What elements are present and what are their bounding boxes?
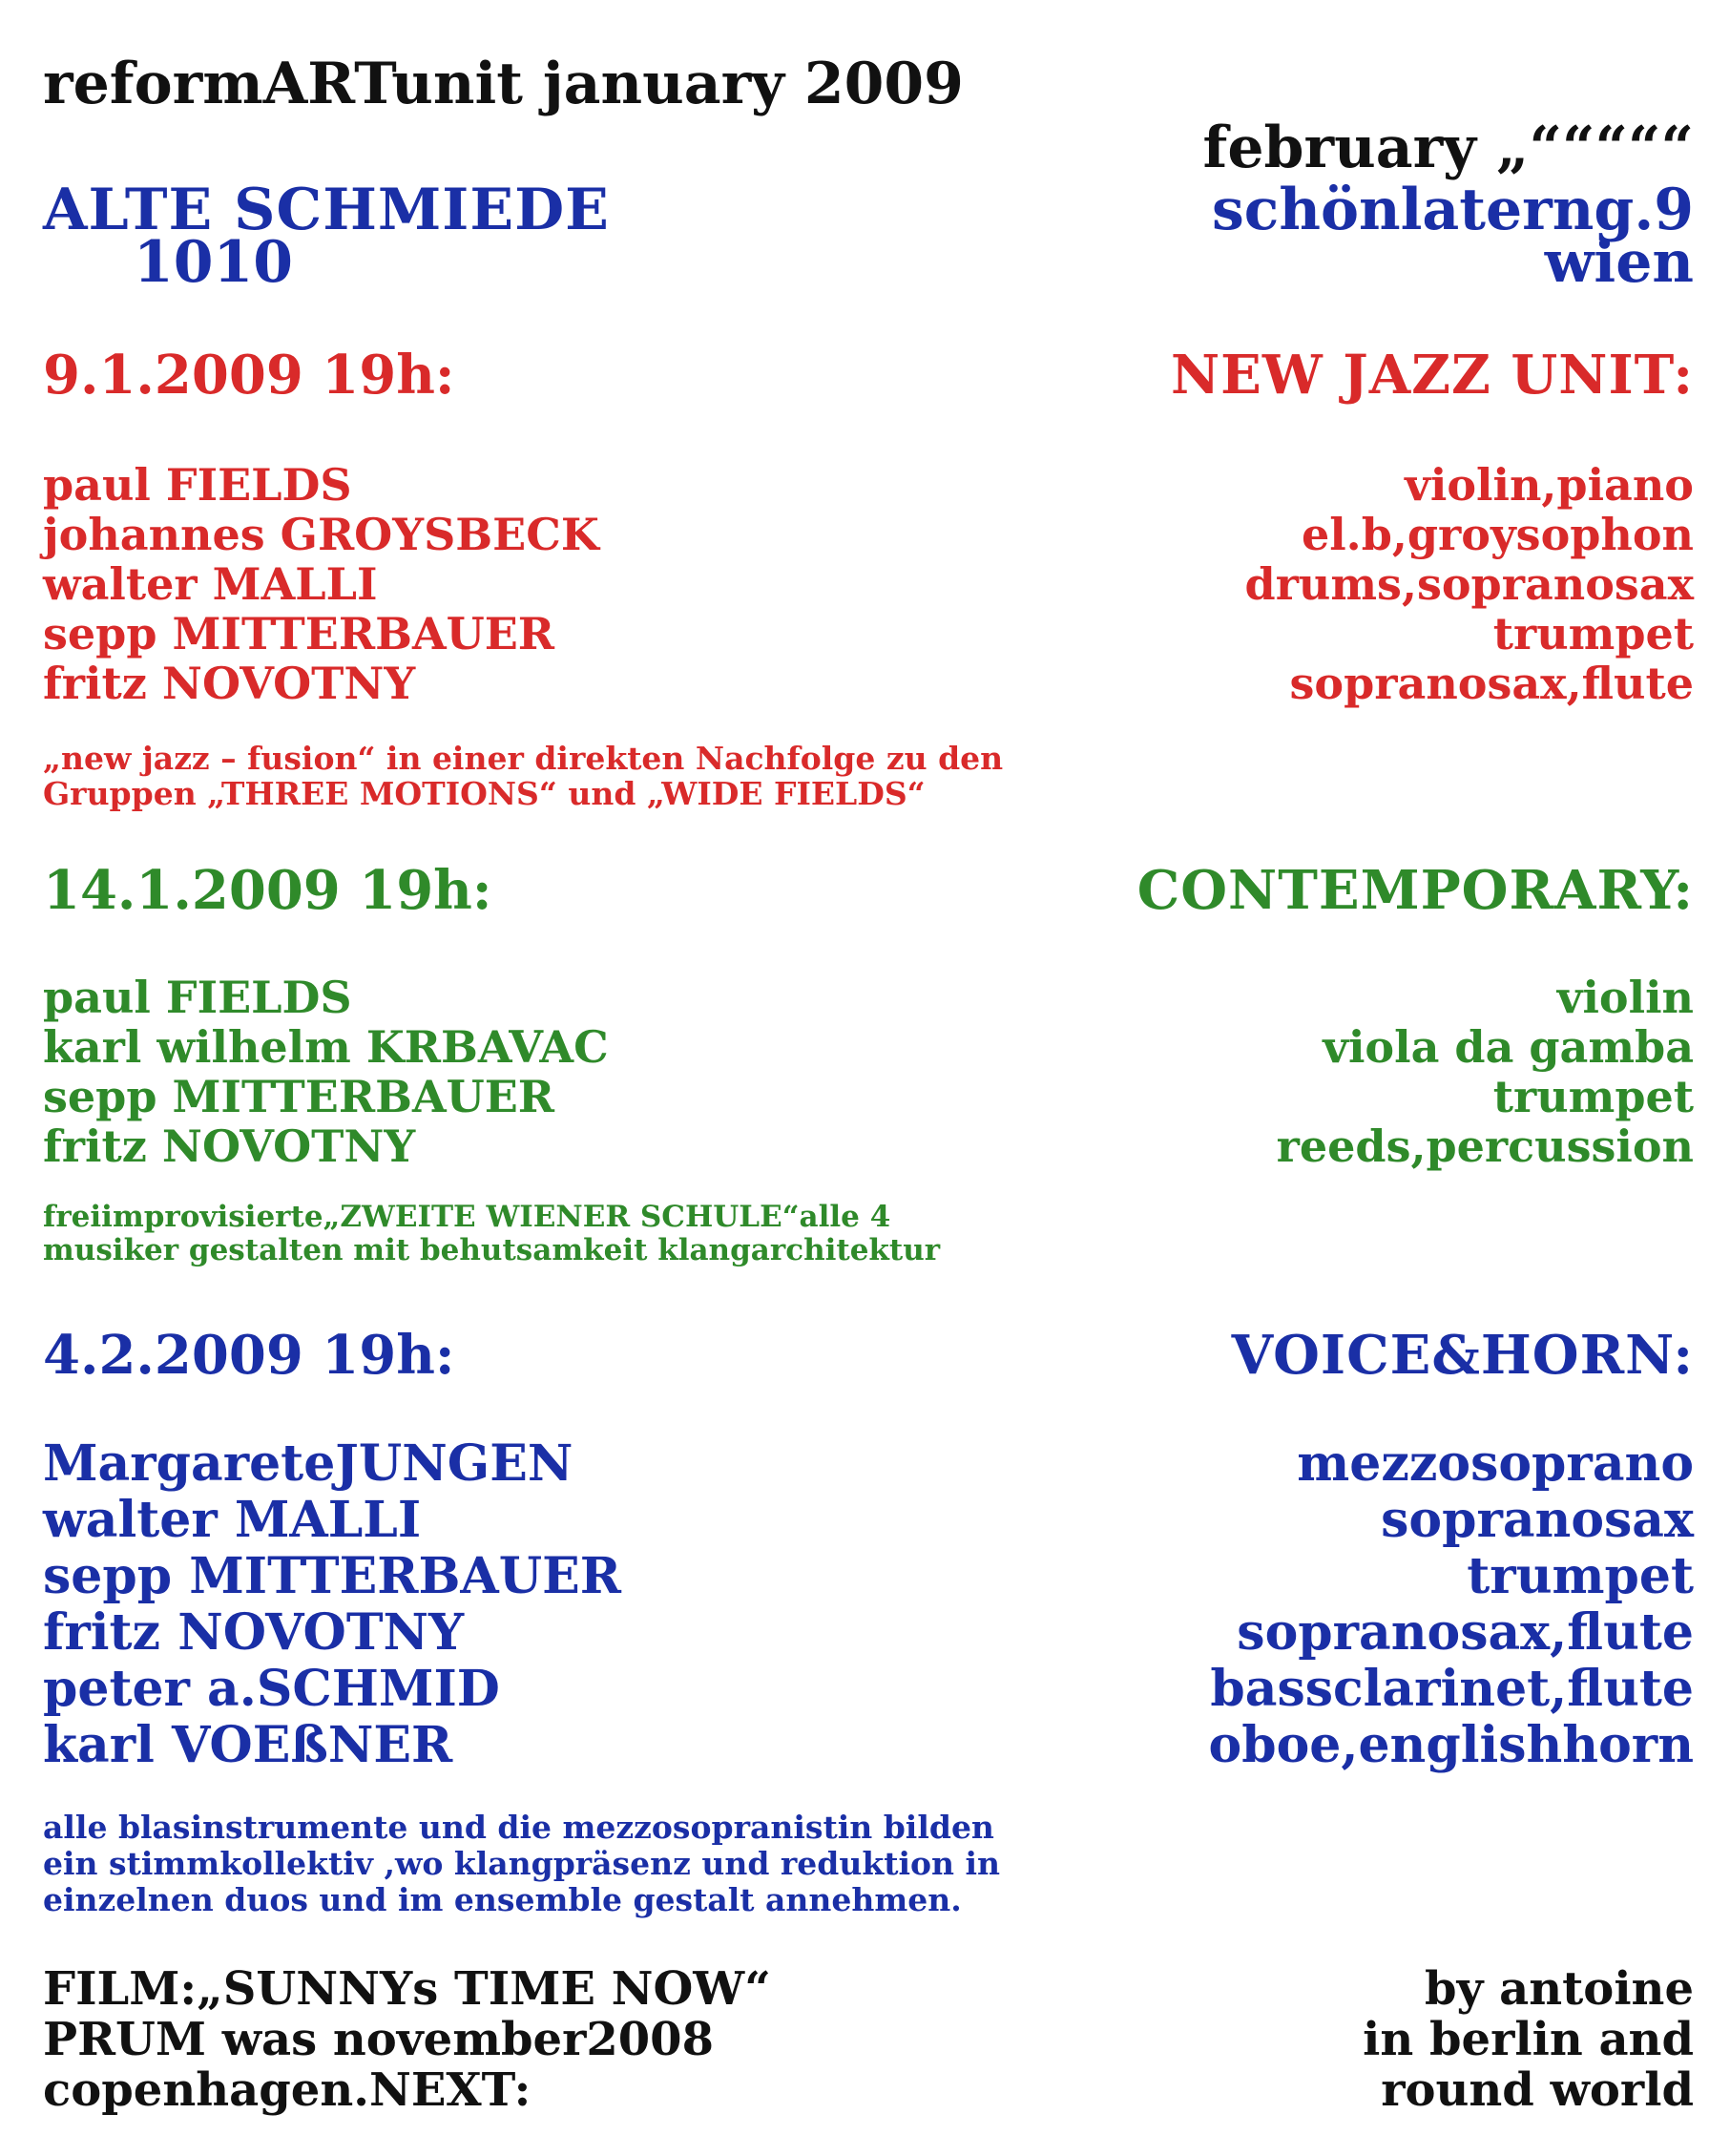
description-line: alle blasinstrumente und die mezzosopranistin bilden <box>43 1809 994 1846</box>
header-line-1 <box>43 51 1694 117</box>
event-3-member-2 <box>43 1491 1694 1549</box>
event-1-description-1 <box>43 740 1694 777</box>
member-first-name: Margarete <box>43 1434 336 1493</box>
event-2-date: 14.1.2009 19h: <box>43 859 492 922</box>
venue-street: schönlaterng.9 <box>1212 177 1694 243</box>
event-2-header <box>43 859 1694 922</box>
event-1-description-2 <box>43 775 1694 812</box>
member-last-name: KRBAVAC <box>365 1021 609 1073</box>
event-1-member-5 <box>43 658 1694 709</box>
header-line-2 <box>43 115 1694 181</box>
event-3-description-1 <box>43 1809 1694 1846</box>
description-line: „new jazz – fusion“ in einer direkten Nachfolge zu den <box>43 740 1004 777</box>
event-1-member-2 <box>43 509 1694 560</box>
footer-next: round world <box>1381 2063 1694 2117</box>
event-3-member-3 <box>43 1547 1694 1605</box>
footer-line-1 <box>43 1962 1694 2016</box>
header-subtitle: february „“““““ <box>1202 115 1694 181</box>
member-first-name: sepp <box>43 608 157 659</box>
member-first-name: fritz <box>43 1603 161 1662</box>
footer-location-1: in berlin and <box>1363 2013 1694 2066</box>
member-instrument: viola da gamba <box>1323 1021 1694 1073</box>
member-instrument: sopranosax <box>1381 1491 1694 1549</box>
description-line: musiker gestalten mit behutsamkeit klangarchitektur <box>43 1233 941 1267</box>
event-2-description-2 <box>43 1233 1694 1267</box>
event-1-title: NEW JAZZ UNIT: <box>1170 344 1694 407</box>
event-3-description-3 <box>43 1881 1694 1918</box>
venue-city: wien <box>1544 229 1694 296</box>
footer-director: PRUM was november2008 <box>43 2013 714 2066</box>
member-last-name: JUNGEN <box>335 1434 573 1493</box>
event-3-member-5 <box>43 1660 1694 1718</box>
event-3-header <box>43 1324 1694 1387</box>
member-first-name: karl wilhelm <box>43 1021 351 1073</box>
member-instrument: mezzosoprano <box>1297 1434 1694 1493</box>
member-last-name: FIELDS <box>165 972 352 1023</box>
event-3-member-1 <box>43 1434 1694 1493</box>
event-3-title: VOICE&HORN: <box>1231 1324 1694 1387</box>
member-instrument: oboe,englishhorn <box>1208 1716 1694 1774</box>
description-line: einzelnen duos und im ensemble gestalt annehmen. <box>43 1881 962 1918</box>
member-first-name: paul <box>43 972 151 1023</box>
event-2-member-3 <box>43 1071 1694 1122</box>
event-2-member-1 <box>43 972 1694 1023</box>
event-3-member-4 <box>43 1603 1694 1662</box>
member-last-name: NOVOTNY <box>161 658 416 709</box>
footer-location-2: copenhagen.NEXT: <box>43 2063 532 2117</box>
member-last-name: NOVOTNY <box>161 1120 416 1172</box>
description-line: ein stimmkollektiv ,wo klangpräsenz und reduktion in <box>43 1845 1001 1882</box>
member-first-name: fritz <box>43 658 147 709</box>
member-instrument: trumpet <box>1492 608 1694 659</box>
footer-line-3 <box>43 2063 1694 2117</box>
member-first-name: walter <box>43 558 198 610</box>
member-last-name: VOEßNER <box>171 1716 453 1774</box>
member-instrument: reeds,percussion <box>1276 1120 1694 1172</box>
event-3-date: 4.2.2009 19h: <box>43 1324 455 1387</box>
event-2-title: CONTEMPORARY: <box>1136 859 1694 922</box>
event-2-description-1 <box>43 1200 1694 1234</box>
footer-credit: by antoine <box>1424 1962 1694 2016</box>
member-first-name: johannes <box>43 509 265 560</box>
member-last-name: FIELDS <box>165 459 352 511</box>
event-2-member-2 <box>43 1021 1694 1073</box>
venue-name: ALTE SCHMIEDE <box>43 177 610 243</box>
member-instrument: bassclarinet,flute <box>1210 1660 1694 1718</box>
member-last-name: MALLI <box>234 1491 422 1549</box>
member-last-name: MITTERBAUER <box>172 1071 555 1122</box>
member-first-name: sepp <box>43 1071 157 1122</box>
member-first-name: fritz <box>43 1120 147 1172</box>
venue-line-2 <box>134 229 1694 296</box>
header-title: reformARTunit january 2009 <box>43 51 964 117</box>
description-line: freiimprovisierte„ZWEITE WIENER SCHULE“alle 4 <box>43 1200 891 1234</box>
member-first-name: walter <box>43 1491 218 1549</box>
member-instrument: el.b,groysophon <box>1301 509 1694 560</box>
member-instrument: drums,sopranosax <box>1244 558 1694 610</box>
member-instrument: trumpet <box>1492 1071 1694 1122</box>
member-first-name: sepp <box>43 1547 173 1605</box>
member-last-name: NOVOTNY <box>177 1603 465 1662</box>
event-1-date: 9.1.2009 19h: <box>43 344 455 407</box>
event-1-member-4 <box>43 608 1694 659</box>
event-1-member-1 <box>43 459 1694 511</box>
member-first-name: karl <box>43 1716 155 1774</box>
member-instrument: violin <box>1556 972 1694 1023</box>
member-last-name: MITTERBAUER <box>189 1547 621 1605</box>
member-last-name: MITTERBAUER <box>172 608 555 659</box>
member-instrument: violin,piano <box>1405 459 1694 511</box>
description-line: Gruppen „THREE MOTIONS“ und „WIDE FIELDS“ <box>43 775 926 812</box>
member-last-name: MALLI <box>212 558 378 610</box>
member-last-name: SCHMID <box>256 1660 500 1718</box>
member-last-name: GROYSBECK <box>280 509 599 560</box>
member-instrument: sopranosax,flute <box>1237 1603 1694 1662</box>
footer-film-title: FILM:„SUNNYs TIME NOW“ <box>43 1962 771 2016</box>
footer-line-2 <box>43 2013 1694 2066</box>
venue-zip: 1010 <box>134 229 293 296</box>
member-first-name: paul <box>43 459 151 511</box>
member-instrument: trumpet <box>1467 1547 1694 1605</box>
member-first-name: peter a. <box>43 1660 257 1718</box>
member-instrument: sopranosax,flute <box>1289 658 1694 709</box>
event-3-description-2 <box>43 1845 1694 1882</box>
event-3-member-6 <box>43 1716 1694 1774</box>
event-1-header <box>43 344 1694 407</box>
event-1-member-3 <box>43 558 1694 610</box>
event-2-member-4 <box>43 1120 1694 1172</box>
